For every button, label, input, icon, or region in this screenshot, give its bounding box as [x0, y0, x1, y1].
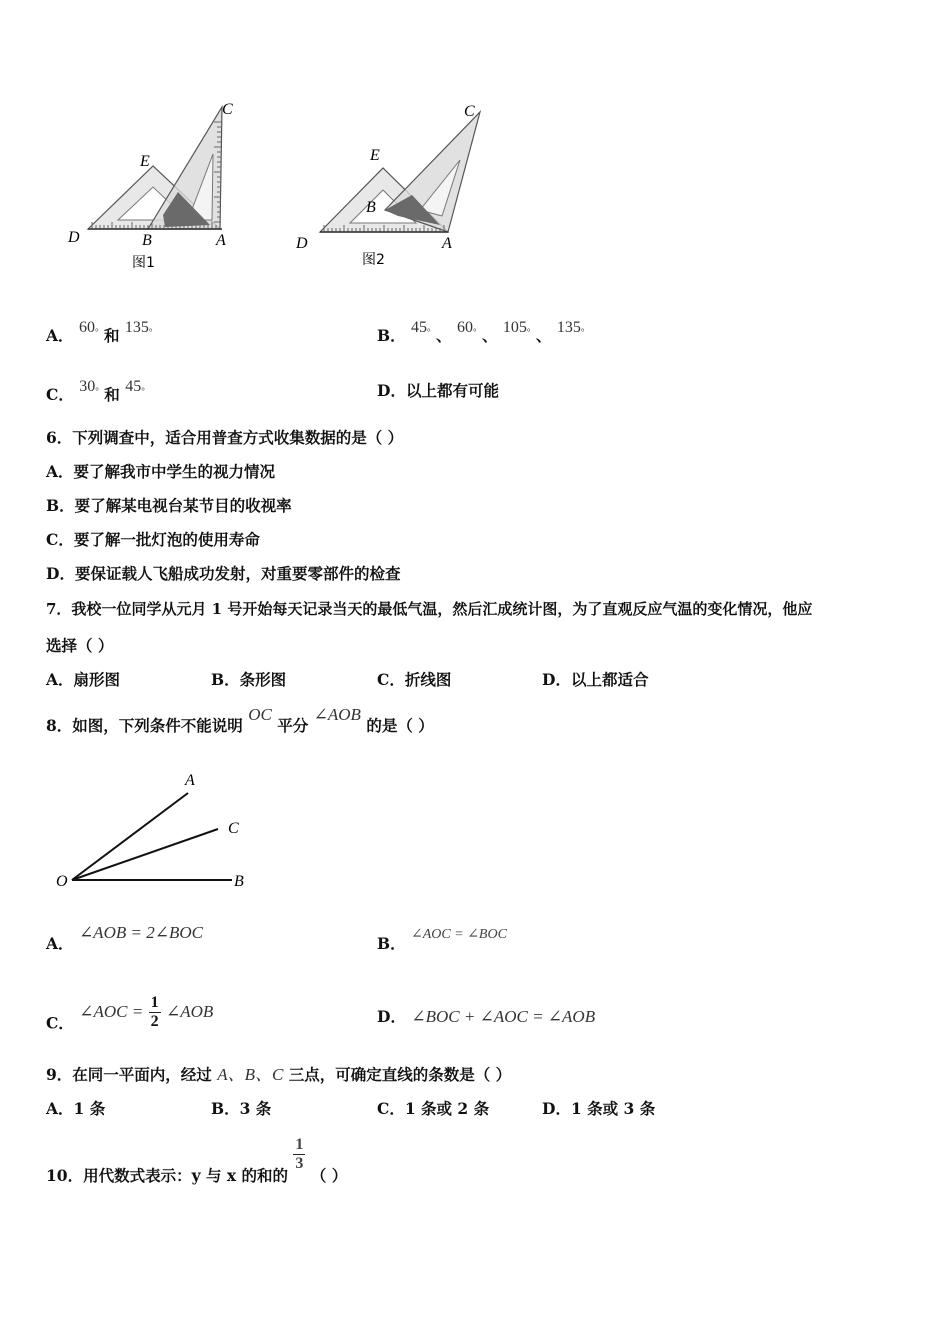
q9-option-c: C．1 条或 2 条	[377, 1099, 490, 1118]
option-letter: D．	[377, 1007, 406, 1026]
value: 60	[78, 319, 95, 337]
q6-option-b: B．要了解某电视台某节目的收视率	[46, 496, 292, 515]
label-b: B	[234, 873, 244, 890]
option-letter: B．	[377, 934, 406, 953]
q8-option-d	[377, 1007, 595, 1027]
option-rhs: ∠AOB	[166, 1001, 214, 1021]
option-letter: C．	[46, 1013, 74, 1033]
q6-option-c: C．要了解一批灯泡的使用寿命	[46, 530, 260, 549]
label-c: C	[464, 103, 475, 120]
q7-stem-line1: 7．我校一位同学从元月 1 号开始每天记录当天的最低气温，然后汇成统计图，为了直观反应气温的变化情况，他应	[46, 600, 813, 618]
numerator: 1	[295, 1136, 304, 1153]
q10-stem	[46, 1136, 348, 1185]
stem-text: 的是（ ）	[366, 716, 434, 735]
q6-stem: 6．下列调查中，适合用普查方式收集数据的是（ ）	[46, 428, 404, 447]
option-text: 以上都有可能	[405, 381, 499, 400]
option-letter: A．	[46, 934, 74, 953]
q7-option-b: B．条形图	[211, 670, 287, 689]
q5-option-a: A． 60° 和 135°	[46, 319, 153, 346]
ray-oc: OC	[248, 705, 272, 724]
separator: 、	[481, 326, 498, 346]
label-o: O	[56, 873, 68, 890]
option-letter: C．	[46, 385, 74, 405]
q8-stem	[46, 705, 434, 736]
q9-option-b: B．3 条	[211, 1099, 272, 1118]
value: 45	[411, 319, 428, 337]
q8-option-b	[377, 927, 507, 956]
points: A、B、C	[217, 1065, 284, 1084]
stem-text: （ ）	[310, 1165, 348, 1185]
label-d: D	[296, 235, 308, 252]
value: 60	[456, 319, 473, 337]
q7-stem-line2: 选择（ ）	[46, 636, 114, 655]
separator: 、	[535, 326, 552, 346]
q7-option-d: D．以上都适合	[542, 670, 649, 689]
label-a: A	[185, 772, 195, 789]
triangle-ruler-figure-2	[290, 92, 490, 277]
label-e: E	[140, 153, 150, 170]
triangle-ruler-figure-1	[60, 92, 250, 277]
q9-stem	[46, 1065, 511, 1085]
q5-option-c: C． 30° 和 45°	[46, 378, 145, 405]
connector: 和	[104, 385, 120, 405]
value: 30	[79, 378, 96, 396]
q7-option-c: C．折线图	[377, 670, 452, 689]
separator: 、	[436, 326, 452, 346]
option-letter: A．	[46, 326, 74, 346]
q9-option-d: D．1 条或 3 条	[542, 1099, 656, 1118]
option-expr: ∠AOC = ∠BOC	[411, 927, 507, 942]
stem-text: 8．如图，下列条件不能说明	[46, 716, 243, 735]
q8-option-c	[46, 994, 214, 1043]
angle-aob: ∠AOB	[313, 705, 361, 724]
option-letter: B．	[377, 326, 406, 346]
label-c: C	[228, 820, 239, 837]
stem-text: 9．在同一平面内，经过	[46, 1065, 212, 1084]
value: 45	[125, 378, 142, 396]
option-lhs: ∠AOC =	[79, 1001, 144, 1021]
q5-option-d	[377, 381, 499, 401]
label-c: C	[222, 101, 233, 118]
numerator: 1	[150, 994, 159, 1011]
q8-option-a	[46, 923, 203, 954]
caption-fig2: 图2	[362, 252, 385, 268]
q7-option-a: A．扇形图	[46, 670, 121, 689]
denominator: 2	[150, 1013, 159, 1030]
value: 105	[502, 319, 527, 337]
stem-text: 10．用代数式表示：y 与 x 的和的	[46, 1165, 289, 1185]
option-letter: D．	[377, 381, 406, 400]
label-a: A	[216, 232, 226, 249]
stem-text: 平分	[277, 716, 309, 735]
label-e: E	[370, 147, 380, 164]
denominator: 3	[295, 1155, 304, 1172]
ray-oc-line	[72, 829, 218, 880]
q9-option-a: A．1 条	[46, 1099, 106, 1118]
fraction-half	[149, 994, 161, 1031]
label-b: B	[366, 199, 376, 216]
caption-fig1: 图1	[132, 255, 155, 271]
ray-oa	[72, 793, 188, 880]
q6-option-a: A．要了解我市中学生的视力情况	[46, 462, 276, 481]
label-a: A	[442, 235, 452, 252]
stem-text: 三点，可确定直线的条数是（ ）	[288, 1065, 512, 1084]
label-b: B	[142, 232, 152, 249]
option-expr: ∠AOB = 2∠BOC	[78, 923, 203, 942]
q5-option-b: B． 45° 、 60° 、 105° 、 135°	[377, 319, 585, 346]
fraction-third	[293, 1136, 305, 1173]
label-d: D	[68, 229, 80, 246]
connector: 和	[103, 326, 120, 346]
angle-figure	[50, 765, 270, 895]
q6-option-d: D．要保证载人飞船成功发射，对重要零部件的检查	[46, 564, 401, 583]
option-expr: ∠BOC + ∠AOC = ∠AOB	[411, 1007, 596, 1026]
value: 135	[556, 319, 581, 337]
value: 135	[124, 319, 149, 337]
